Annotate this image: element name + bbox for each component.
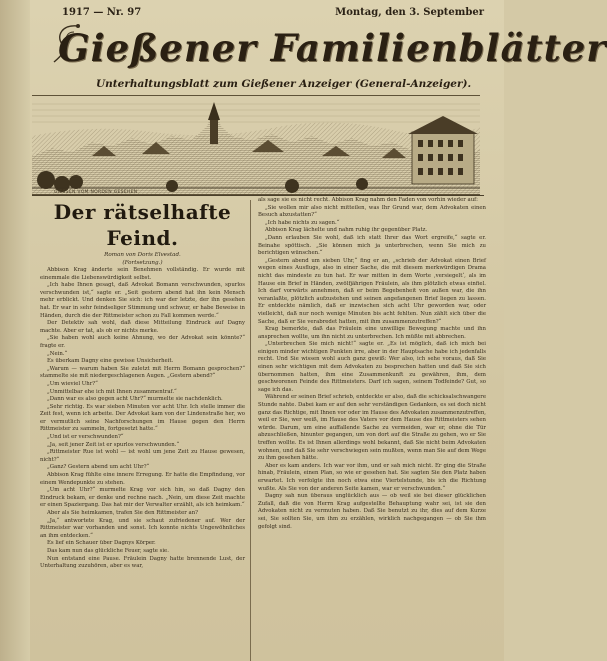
city-panorama-illustration: [32, 95, 480, 195]
illustration-caption: GIESSEN VOM NORDEN GESEHEN: [54, 190, 138, 195]
masthead-title: Gießener Familienblätter: [58, 26, 607, 70]
paragraph: Aber als Sie heimkamen, trafen Sie den Rittmeister an?: [47, 510, 199, 516]
paragraph: Abbison Krag fühlte eine innere Erregung. Er hatte die Empfindung, vor einem Wendepunkte zu stehen.: [40, 472, 245, 486]
paragraph: „Unmittelbar ehe ich mit Ihnen zusammentraf.“: [47, 388, 177, 395]
paragraph: „Ich habe Ihnen gesagt, daß Advokat Bomann verschwunden, spurlos verschwunden ist,“ sagte er. „Seit gestern abend hat ihn kein Mensch mehr erblickt. Und denken Sie sich: ich war der letzte, der ihn gesehen hat. Er war in sehr feindseliger Stimmung und schwur, er habe Beweise in Händen, durch die der Rittmeister schon zu Fall kommen werde.“: [40, 282, 245, 319]
paragraph: Dagny sah nun überaus unglücklich aus — ob weil sie bei dieser glücklichen Zufall, daß die von Herrn Krag aufgestellte Behauptung wahr sei, ist sie den Advokaten nicht zu vermuten haben. Daß Sie benutzt zu ihr, dies auf dem Kurze sei, Sie sollten Sie, um ihm zu erzählen, wirklich nachgegangen — ob Sie ihm gefolgt sind.: [258, 493, 486, 530]
left-column: [40, 197, 245, 661]
paragraph: „Ganz? Gestern abend um acht Uhr?“: [47, 464, 150, 471]
paragraph: „Sie wollen mir also nicht mitteilen, was Ihr Grund war, dem Advokaten einen Besuch abzustatten?“: [258, 204, 486, 219]
paragraph: Abbison Krag änderte sein Benehmen vollständig. Er wurde mit einemmale die Liebenswürdigkeit selbst.: [40, 267, 245, 281]
story-byline: Roman von Doris Elvestad.: [104, 252, 181, 258]
paragraph: Während er seinen Brief schrieb, entdeckte er also, daß die schicksalschwangere Stunde nahte. Dabei kam er auf den sehr verständigen Gedanken, es sei doch nicht ganz das Richtige, mit Ihnen vor oder im Hause des Advokaten zusammenzutreffen, weil er Sie, wer weiß, im Hause des Vaters vor dem Hause des Rittmeisters sehen würde. Darum, um eine auffallende Sache zu vermeiden, war er, ohne die Tür abzuschließen, hinunter gegangen, um von dort auf die Straße zu gehen, wo er Sie treffen wollte. Es ist Ihnen allerdings wohl bekannt, daß Sie nicht beim Advokaten wohnen, und daß Sie sehr verschwiegen sein mußten, wenn man Sie auf dem Wege zu ihm gesehen hätte.: [258, 394, 486, 462]
paragraph: „Warum — warum haben Sie zuletzt mit Herrn Bomann gesprochen?“ stammelte sie mit niedergeschlagenen Augen. „Gestern abend?“: [40, 365, 245, 380]
paragraph: Krag bemerkte, daß das Fräulein eine unwillige Bewegung machte und ihn ansprechen wollte, um ihn nicht zu unterbrechen. Ich müßte mit abbrechen.: [258, 326, 486, 340]
paragraph: „Dann war es also gegen acht Uhr?“ murmelte sie nachdenklich.: [47, 396, 223, 403]
paragraph: „Ja,“ antwortete Krag, und sie schaut zufriedener auf. Wer der Rittmeister war vorhanden und sonst. Ich konnte nichts Ungewöhnliches an ihm entdecken.“: [40, 517, 245, 539]
story-title: Der rätselhafte Feind.: [53, 200, 232, 250]
header-divider: [32, 195, 484, 196]
issue-number: 1917 — Nr. 97: [62, 6, 142, 18]
paragraph: „Rittmeister Rue ist wohl — ist wohl um jene Zeit zu Hause gewesen, nicht?“: [40, 449, 245, 463]
paragraph: Der Detektiv sah wohl, daß diese Mitteilung Eindruck auf Dagny machte. Aber er tat, als ob er nichts merke.: [40, 320, 245, 334]
issue-date: Montag, den 3. September: [335, 6, 484, 18]
masthead-subtitle: Unterhaltungsblatt zum Gießener Anzeiger (General-Anzeiger).: [96, 78, 472, 90]
paragraph: als sage sie es nicht recht. Abbison Krag nahm den Faden von vorhin wieder auf:: [258, 197, 478, 203]
paragraph: Es lief ein Schauer über Dagnys Körper.: [47, 540, 156, 547]
paragraph: „Dann erlauben Sie wohl, daß ich statt Ihrer das Wort ergreife,“ sagte er. Beinahe spöttisch. „Sie können mich ja unterbrechen, wenn Sie mich zu berichtigen wünschen.“: [258, 234, 486, 257]
paragraph: „Um wieviel Uhr?“: [47, 380, 98, 387]
paragraph: „Um acht Uhr?“ murmelte Krag vor sich hin, so daß Dagny den Eindruck bekam, er denke und rechne nach. „Nein, um diese Zeit machte er einen Spaziergang. Das hat mir der Verwalter erzählt, als ich heimkam.“: [40, 487, 245, 509]
paragraph: Abbison Krag lächelte und nahm ruhig ihr gegenüber Platz.: [265, 227, 428, 234]
paragraph: Aber es kam anders. Ich war vor ihm, und er sah mich nicht. Er ging die Straße hinab, Fräulein, einen Plan, so wie er gesehen hat. Sie sagten Sie den Platz haben erwartet. Ich verfolgte ihn noch etwa eine Viertelstunde, bis ich die Richtung wußte. Als Sie von der anderen Seite kamen, war er verschwunden.“: [258, 462, 486, 492]
paragraph: „Nein.“: [47, 350, 68, 357]
paragraph: Nun entstand eine Pause. Fräulein Dagny hatte brennende Lust, der Unterhaltung zuzuhören, aber es war,: [40, 555, 245, 570]
paragraph: Es überkam Dagny eine gewisse Unsicherheit.: [47, 358, 174, 365]
paragraph: „Und ist er verschwunden?“: [47, 434, 124, 441]
paragraph: „Sie haben wohl auch keine Ahnung, wo der Advokat sein könnte?“ fragte er.: [40, 335, 245, 349]
page-shadow-edge: [0, 0, 30, 661]
story-continuation: (Fortsetzung.): [122, 260, 163, 266]
paragraph: Das kam nun das glückliche Feuer, sagte sie.: [47, 547, 169, 554]
column-separator: [250, 200, 251, 661]
paragraph: „Unterbrechen Sie mich nicht!“ sagte er. „Es ist möglich, daß ich mich bei einigen minder wichtigen Punkten irre, aber in der Hauptsache habe ich jedenfalls recht. Und Sie wissen wohl auch ganz gewiß: Wer also, ich sehe voraus, daß Sie einen sehr wichtigen mit dem Advokaten zu besprechen hatten und daß Sie sich übernommen hatten, ihm eine Zusammenkunft zu gewähren, ihm, dem geschworenen Feinde des Rittmeisters. Darf ich sagen, seinem Todfeinde? Gut, so sage ich das.: [258, 341, 486, 393]
city-panorama-icon: [32, 96, 480, 194]
right-column: [258, 197, 486, 661]
paragraph: „Sehr richtig. Es war sieben Minuten vor acht Uhr. Ich stelle immer die Zeit fest, wenn ich arbeite. Der Advokat kam von der Lindenstraße her, wo er vermutlich seine Nachforschungen im Hause gegen den Herrn Rittmeister zu sammeln, fortgesetzt hatte.“: [40, 403, 245, 433]
paragraph: „Gestern abend um sieben Uhr,“ fing er an, „schrieb der Advokat einen Brief wegen eines Ausflugs, also in einer Sache, die mit diesem merkwürdigen Drama nicht das mindeste zu tun hat. Er war mitten in dem Worte ‚versiegelt‘, als im Hause ein Brief in Händen, zwölfjährigen Fräulein, als ihm plötzlich etwas einfiel. Ich darf vorwärts annehmen, daß er beim Begebenheit von außen war, die ihn veranlaßte, plötzlich aufzustehen und seinen angefangenen Brief liegen zu lassen. Er entdeckte nämlich, daß er inzwischen sich acht Uhr geworden war, oder vielleicht, daß nur noch wenige Minuten bis acht fehlten. Nun zählt sich über die Sache, daß er Sie verabredet hatten, mit ihm zusammenzutreffen?“: [258, 257, 486, 325]
paragraph: „Ich habe nichts zu sagen.“: [265, 219, 340, 226]
paragraph: „Ja, seit jener Zeit ist er spurlos verschwunden.“: [47, 441, 180, 448]
